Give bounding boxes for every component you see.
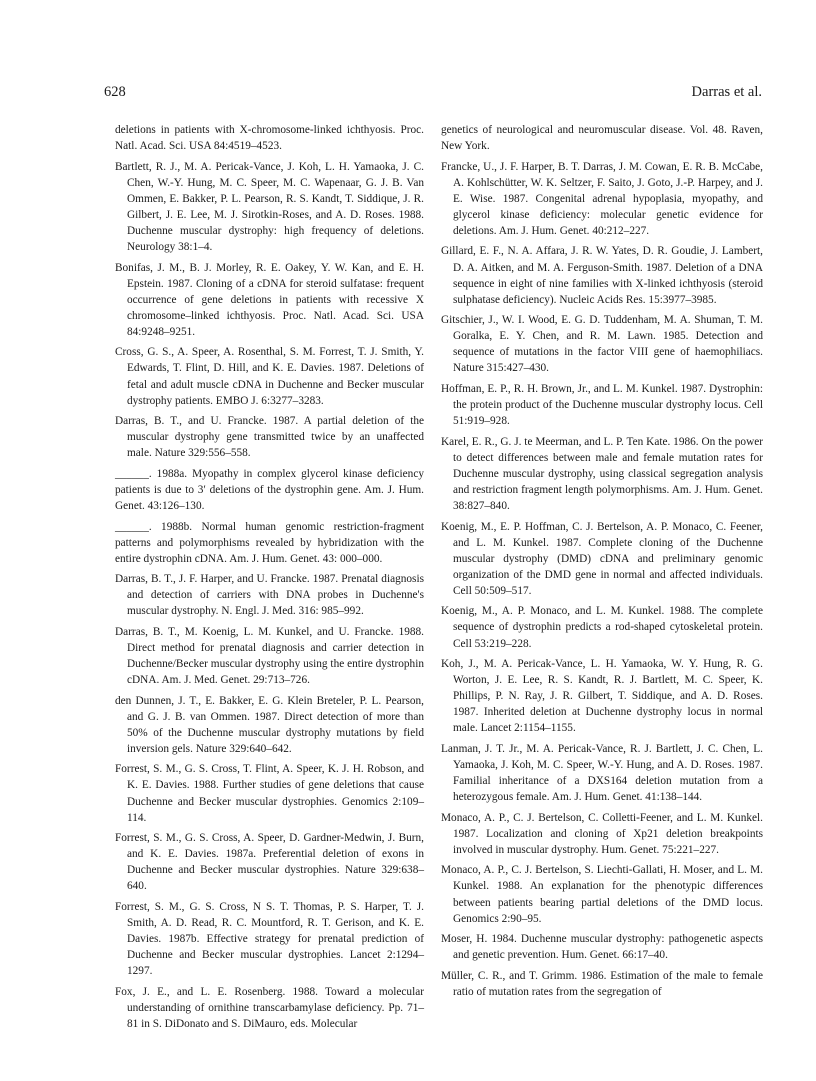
reference-entry: Darras, B. T., J. F. Harper, and U. Francke. 1987. Prenatal diagnosis and detection of carriers with DNA probes in Duchenne's muscular dystrophy. N. Engl. J. Med. 316: 985–992.: [115, 573, 424, 618]
reference-entry: genetics of neurological and neuromuscular disease. Vol. 48. Raven, New York.: [441, 124, 763, 153]
reference-entry: Monaco, A. P., C. J. Bertelson, C. Colletti-Feener, and L. M. Kunkel. 1987. Localization and cloning of Xp21 deletion breakpoints involved in muscular dystrophy. Hum. Genet. 75:221–227.: [441, 811, 763, 856]
page-header: [104, 84, 762, 106]
reference-entry: ______. 1988b. Normal human genomic restriction-fragment patterns and polymorphisms revealed by hybridization with the entire dystrophin cDNA. Am. J. Hum. Genet. 43: 000–000.: [115, 520, 424, 565]
page-number: 628: [104, 84, 126, 100]
reference-entry: Francke, U., J. F. Harper, B. T. Darras, J. M. Cowan, E. R. B. McCabe, A. Kohlschütter, W. K. Seltzer, F. Saito, J. Goto, J.-P. Harpey, and J. E. Wise. 1987. Congenital adrenal hypoplasia, myopathy, and glycerol kinase deficiency: molecular genetic evidence for deletions. Am. J. Hum. Genet. 40:212–227.: [441, 160, 763, 237]
reference-entry: Forrest, S. M., G. S. Cross, A. Speer, D. Gardner-Medwin, J. Burn, and K. E. Davies. 1987a. Preferential deletion of exons in Duchenne and Becker muscular dystrophies. Nature 329:638–640.: [115, 832, 424, 893]
left-reference-column: [115, 122, 424, 1036]
reference-entry: Koenig, M., E. P. Hoffman, C. J. Bertelson, A. P. Monaco, C. Feener, and L. M. Kunkel. 1987. Complete cloning of the Duchenne muscular dystrophy (DMD) cDNA and preliminary genomic organization of the DMD gene in normal and affected individuals. Cell 50:509–517.: [441, 520, 763, 597]
right-reference-column: [441, 122, 763, 1004]
reference-entry: Forrest, S. M., G. S. Cross, N S. T. Thomas, P. S. Harper, T. J. Smith, A. D. Read, R. C. Mountford, R. T. Gerison, and K. E. Davies. 1987b. Effective strategy for prenatal prediction of Duchenne and Becker muscular dystrophies. Lancet 2:1294–1297.: [115, 900, 424, 978]
reference-entry: Hoffman, E. P., R. H. Brown, Jr., and L. M. Kunkel. 1987. Dystrophin: the protein product of the Duchenne muscular dystrophy locus. Cell 51:919–928.: [441, 382, 763, 428]
reference-entry: Lanman, J. T. Jr., M. A. Pericak-Vance, R. J. Bartlett, J. C. Chen, L. Yamaoka, J. Koh, M. C. Speer, W.-Y. Hung, and A. D. Roses. 1987. Familial inheritance of a DXS164 deletion mutation from a heterozygous female. Am. J. Hum. Genet. 41:138–144.: [441, 742, 763, 804]
reference-entry: Monaco, A. P., C. J. Bertelson, S. Liechti-Gallati, H. Moser, and L. M. Kunkel. 1988. An explanation for the phenotypic differences between patients bearing partial deletions of the DMD locus. Genomics 2:90–95.: [441, 864, 763, 925]
reference-entry: Bonifas, J. M., B. J. Morley, R. E. Oakey, Y. W. Kan, and E. H. Epstein. 1987. Cloning of a cDNA for steroid sulfatase: frequent occurrence of gene deletions in patients with recessive X chromosome–linked ichthyosis. Proc. Natl. Acad. Sci. USA 84:9248–9251.: [115, 261, 424, 338]
reference-entry: Gitschier, J., W. I. Wood, E. G. D. Tuddenham, M. A. Shuman, T. M. Goralka, E. Y. Chen, and R. M. Lawn. 1985. Detection and sequence of mutations in the factor VIII gene of haemophiliacs. Nature 315:427–430.: [441, 314, 763, 375]
running-head: Darras et al.: [691, 84, 762, 100]
reference-entry: deletions in patients with X-chromosome-linked ichthyosis. Proc. Natl. Acad. Sci. USA 84:4519–4523.: [115, 124, 424, 153]
reference-entry: Karel, E. R., G. J. te Meerman, and L. P. Ten Kate. 1986. On the power to detect differences between male and female mutation rates for Duchenne muscular dystrophy, using classical segregation analysis and restriction fragment length polymorphisms. Am. J. Hum. Genet. 38:827–840.: [441, 435, 763, 513]
reference-entry: Gillard, E. F., N. A. Affara, J. R. W. Yates, D. R. Goudie, J. Lambert, D. A. Aitken, and M. A. Ferguson-Smith. 1987. Deletion of a DNA sequence in eight of nine families with X-linked ichthyosis (steroid sulphatase deficiency). Nucleic Acids Res. 15:3977–3985.: [441, 245, 763, 306]
reference-entry: Darras, B. T., and U. Francke. 1987. A partial deletion of the muscular dystrophy gene transmitted twice by an unaffected male. Nature 329:556–558.: [115, 415, 424, 460]
reference-entry: Moser, H. 1984. Duchenne muscular dystrophy: pathogenetic aspects and genetic prevention. Hum. Genet. 66:17–40.: [441, 933, 763, 962]
reference-entry: Fox, J. E., and L. E. Rosenberg. 1988. Toward a molecular understanding of ornithine transcarbamylase deficiency. Pp. 71–81 in S. DiDonato and S. DiMauro, eds. Molecular: [115, 985, 424, 1030]
reference-entry: den Dunnen, J. T., E. Bakker, E. G. Klein Breteler, P. L. Pearson, and G. J. B. van Ommen. 1987. Direct detection of more than 50% of the Duchenne muscular dystrophy mutations by field inversion gels. Nature 329:640–642.: [115, 694, 424, 755]
reference-entry: Bartlett, R. J., M. A. Pericak-Vance, J. Koh, L. H. Yamaoka, J. C. Chen, W.-Y. Hung, M. C. Speer, M. C. Wapenaar, G. J. B. Van Ommen, E. Bakker, P. L. Pearson, R. S. Kandt, T. Siddique, J. R. Gilbert, J. E. Lee, M. J. Sirotkin-Roses, and A. D. Roses. 1988. Duchenne muscular dystrophy: high frequency of deletions. Neurology 38:1–4.: [115, 160, 424, 254]
reference-entry: Cross, G. S., A. Speer, A. Rosenthal, S. M. Forrest, T. J. Smith, Y. Edwards, T. Flint, D. Hill, and K. E. Davies. 1987. Deletions of fetal and adult muscle cDNA in Duchenne and Becker muscular dystrophy patients. EMBO J. 6:3277–3283.: [115, 346, 424, 407]
reference-entry: Koenig, M., A. P. Monaco, and L. M. Kunkel. 1988. The complete sequence of dystrophin predicts a rod-shaped cytoskeletal protein. Cell 53:219–228.: [441, 605, 763, 650]
reference-entry: Darras, B. T., M. Koenig, L. M. Kunkel, and U. Francke. 1988. Direct method for prenatal diagnosis and carrier detection in Duchenne/Becker muscular dystrophy using the entire dystrophin cDNA. Am. J. Med. Genet. 29:713–726.: [115, 625, 424, 687]
reference-entry: Müller, C. R., and T. Grimm. 1986. Estimation of the male to female ratio of mutation rates from the segregation of: [441, 969, 763, 998]
reference-entry: Forrest, S. M., G. S. Cross, T. Flint, A. Speer, K. J. H. Robson, and K. E. Davies. 1988. Further studies of gene deletions that cause Duchenne and Becker muscular dystrophies. Genomics 2:109–114.: [115, 763, 424, 824]
reference-entry: Koh, J., M. A. Pericak-Vance, L. H. Yamaoka, W. Y. Hung, R. G. Worton, J. E. Lee, R. S. Kandt, R. J. Bartlett, M. C. Speer, K. Phillips, P. N. Ray, J. R. Gilbert, T. Siddique, and A. D. Roses. 1987. Inherited deletion at Duchenne dystrophy locus in normal male. Lancet 2:1154–1155.: [441, 658, 763, 735]
reference-entry: ______. 1988a. Myopathy in complex glycerol kinase deficiency patients is due to 3′ deletions of the dystrophin gene. Am. J. Hum. Genet. 43:126–130.: [115, 467, 424, 513]
